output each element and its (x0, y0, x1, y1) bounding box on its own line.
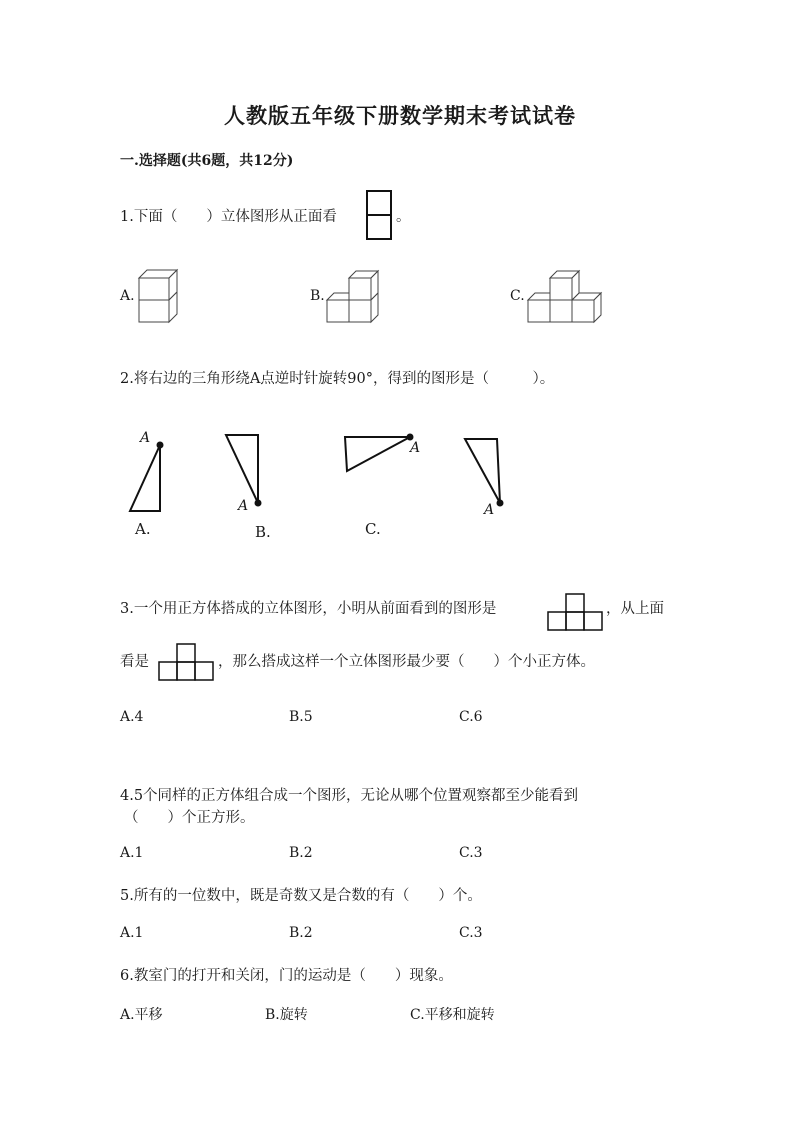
q2-option-a-label: A. (135, 520, 151, 538)
q3-top-view-figure (158, 643, 216, 681)
q6-option-c: C.平移和旋转 (410, 1007, 495, 1023)
q3-line2-start: 看是 (120, 654, 149, 670)
q1-option-a-cubes (138, 262, 180, 324)
page-title: 人教版五年级下册数学期末考试试卷 (224, 103, 576, 128)
q2-triangle-b (345, 437, 410, 471)
q4-line2: （ ）个正方形。 (124, 810, 255, 826)
q2-point-a-option-c (497, 500, 504, 507)
q5-text: 5.所有的一位数中，既是奇数又是合数的有（ ）个。 (120, 888, 482, 904)
q2-point-label-1: A (140, 430, 151, 446)
q2-point-label-2: A (238, 498, 249, 514)
q4-option-c: C.3 (459, 845, 483, 861)
q2-point-a (157, 442, 164, 449)
q2-point-a-option-a (255, 500, 262, 507)
q4-option-a: A.1 (120, 845, 144, 861)
q1-text: 1.下面（ ）立体图形从正面看 (120, 209, 337, 225)
section-heading: 一.选择题(共6题，共12分) (120, 153, 294, 169)
q2-option-b-label: B. (255, 523, 271, 541)
q1-option-c-cubes (527, 270, 605, 324)
q3-line2: ，那么搭成这样一个立体图形最少要（ ）个小正方体。 (218, 654, 595, 670)
q3-option-b: B.5 (289, 709, 313, 725)
q6-option-b: B.旋转 (265, 1007, 308, 1023)
q6-option-a: A.平移 (120, 1007, 163, 1023)
q3-option-a: A.4 (120, 709, 144, 725)
q1-option-b-cubes (326, 270, 382, 324)
q1-option-c-label: C. (510, 288, 525, 304)
q2-triangle-a (226, 435, 258, 503)
q3-line1-end: ，从上面 (606, 601, 664, 617)
q1-front-view-figure (366, 190, 392, 240)
q5-option-a: A.1 (120, 925, 144, 941)
q6-text: 6.教室门的打开和关闭，门的运动是（ ）现象。 (120, 968, 453, 984)
q2-point-label-3: A (410, 440, 421, 456)
q1-option-b-label: B. (310, 288, 325, 304)
q5-option-c: C.3 (459, 925, 483, 941)
q3-option-c: C.6 (459, 709, 483, 725)
q3-front-view-figure (547, 593, 605, 631)
q2-triangle-c (465, 439, 500, 503)
q4-option-b: B.2 (289, 845, 313, 861)
q5-option-b: B.2 (289, 925, 313, 941)
q1-option-a-label: A. (120, 288, 135, 304)
q2-text: 2.将右边的三角形绕A点逆时针旋转90°，得到的图形是（ ）。 (120, 371, 555, 387)
q3-line1: 3.一个用正方体搭成的立体图形，小明从前面看到的图形是 (120, 601, 497, 617)
q2-triangles (120, 425, 550, 535)
q1-text-end: 。 (396, 209, 411, 225)
q2-point-label-4: A (484, 502, 495, 518)
q2-original-triangle (130, 445, 160, 511)
q2-option-c-label: C. (365, 520, 381, 538)
q4-line1: 4.5个同样的正方体组合成一个图形，无论从哪个位置观察都至少能看到 (120, 788, 579, 804)
